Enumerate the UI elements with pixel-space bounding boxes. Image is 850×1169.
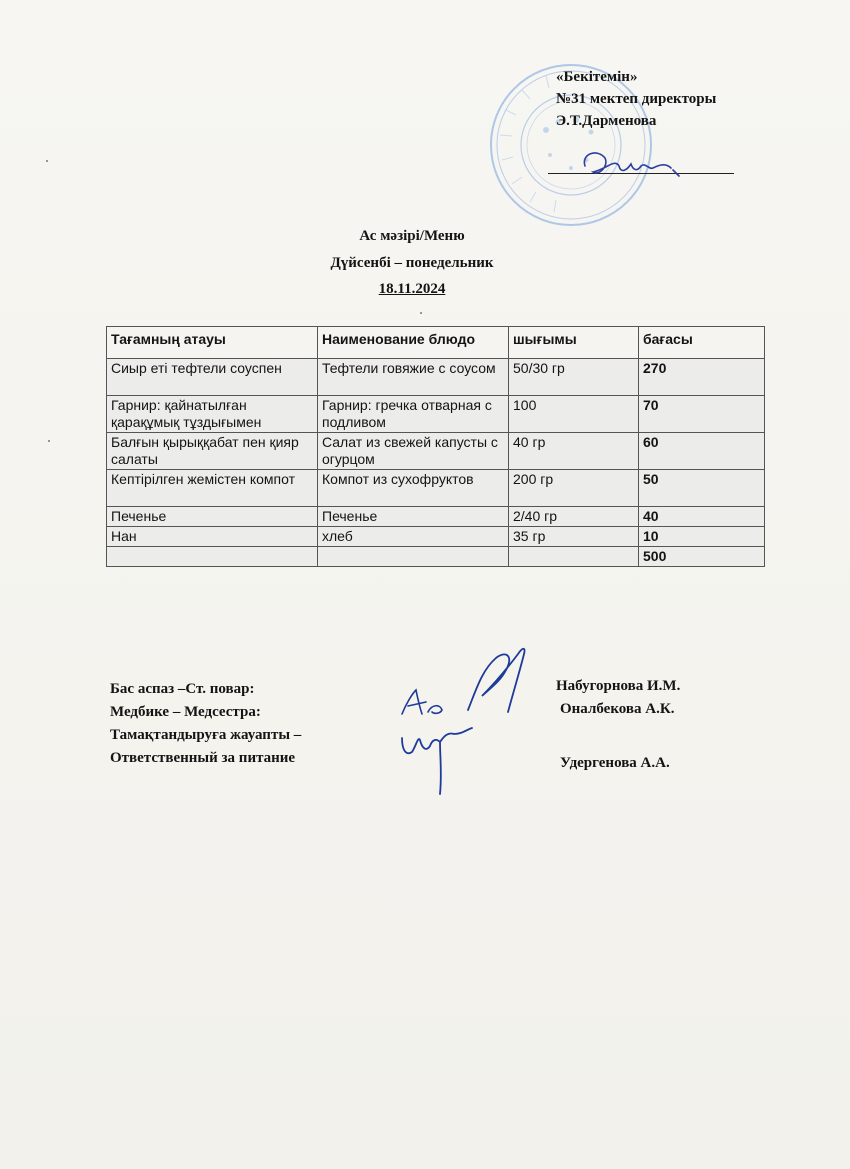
empty-cell bbox=[509, 547, 639, 567]
dish-price: 70 bbox=[639, 396, 765, 433]
chef-signature bbox=[462, 640, 532, 720]
approval-director-name: Э.Т.Дарменова bbox=[556, 113, 657, 129]
dish-kz: Сиыр еті тефтели соуспен bbox=[107, 359, 318, 396]
name-nurse: Оналбекова А.К. bbox=[560, 701, 675, 717]
dish-yield: 40 гр bbox=[509, 433, 639, 470]
table-row bbox=[107, 359, 765, 396]
nurse-signature bbox=[398, 686, 448, 720]
empty-cell bbox=[107, 547, 318, 567]
dish-yield: 100 bbox=[509, 396, 639, 433]
approval-block bbox=[556, 66, 716, 132]
table-header-row bbox=[107, 327, 765, 359]
dish-ru: Салат из свежей капусты с огурцом bbox=[318, 433, 509, 470]
menu-date: 18.11.2024 bbox=[378, 281, 446, 297]
name-nutrition: Удергенова А.А. bbox=[560, 755, 670, 771]
header-yield: шығымы bbox=[509, 327, 639, 359]
table-row bbox=[107, 527, 765, 547]
dish-ru: Печенье bbox=[318, 507, 509, 527]
approval-title: «Бекітемін» bbox=[556, 69, 638, 85]
table-row bbox=[107, 433, 765, 470]
table-row bbox=[107, 396, 765, 433]
dish-kz: Нан bbox=[107, 527, 318, 547]
menu-title: Ас мәзірі/Меню bbox=[359, 228, 465, 244]
dish-price: 40 bbox=[639, 507, 765, 527]
dish-ru: Тефтели говяжие с соусом bbox=[318, 359, 509, 396]
role-nutrition-ru: Ответственный за питание bbox=[110, 750, 296, 766]
table-row bbox=[107, 507, 765, 527]
dish-price: 60 bbox=[639, 433, 765, 470]
header-price: бағасы bbox=[639, 327, 765, 359]
menu-day: Дүйсенбі – понедельник bbox=[330, 255, 494, 271]
dish-ru: Гарнир: гречка отварная с подливом bbox=[318, 396, 509, 433]
total-price: 500 bbox=[639, 547, 765, 567]
dish-yield: 2/40 гр bbox=[509, 507, 639, 527]
empty-cell bbox=[318, 547, 509, 567]
nutrition-signature bbox=[396, 722, 476, 800]
scan-speck bbox=[420, 312, 422, 314]
dish-kz: Гарнир: қайнатылған қарақұмық тұздығымен bbox=[107, 396, 318, 433]
dish-ru: хлеб bbox=[318, 527, 509, 547]
header-dish-ru: Наименование блюдо bbox=[318, 327, 509, 359]
staff-roles bbox=[110, 678, 301, 770]
dish-price: 50 bbox=[639, 470, 765, 507]
scan-speck bbox=[48, 440, 50, 442]
dish-yield: 200 гр bbox=[509, 470, 639, 507]
approval-position: №31 мектеп директоры bbox=[556, 91, 717, 107]
dish-kz: Печенье bbox=[107, 507, 318, 527]
table-total-row bbox=[107, 547, 765, 567]
dish-price: 10 bbox=[639, 527, 765, 547]
role-nutrition-kz: Тамақтандыруға жауапты – bbox=[110, 727, 302, 743]
scan-speck bbox=[46, 160, 48, 162]
table-row bbox=[107, 470, 765, 507]
dish-price: 270 bbox=[639, 359, 765, 396]
dish-kz: Кептірілген жемістен компот bbox=[107, 470, 318, 507]
dish-yield: 35 гр bbox=[509, 527, 639, 547]
name-chef: Набугорнова И.М. bbox=[556, 678, 681, 694]
menu-table bbox=[106, 326, 765, 567]
dish-yield: 50/30 гр bbox=[509, 359, 639, 396]
dish-kz: Балғын қырыққабат пен қияр салаты bbox=[107, 433, 318, 470]
role-nurse: Медбике – Медсестра: bbox=[110, 704, 261, 720]
header-dish-kz: Тағамның атауы bbox=[107, 327, 318, 359]
director-signature bbox=[575, 140, 685, 190]
dish-ru: Компот из сухофруктов bbox=[318, 470, 509, 507]
role-chef: Бас аспаз –Ст. повар: bbox=[110, 681, 255, 697]
